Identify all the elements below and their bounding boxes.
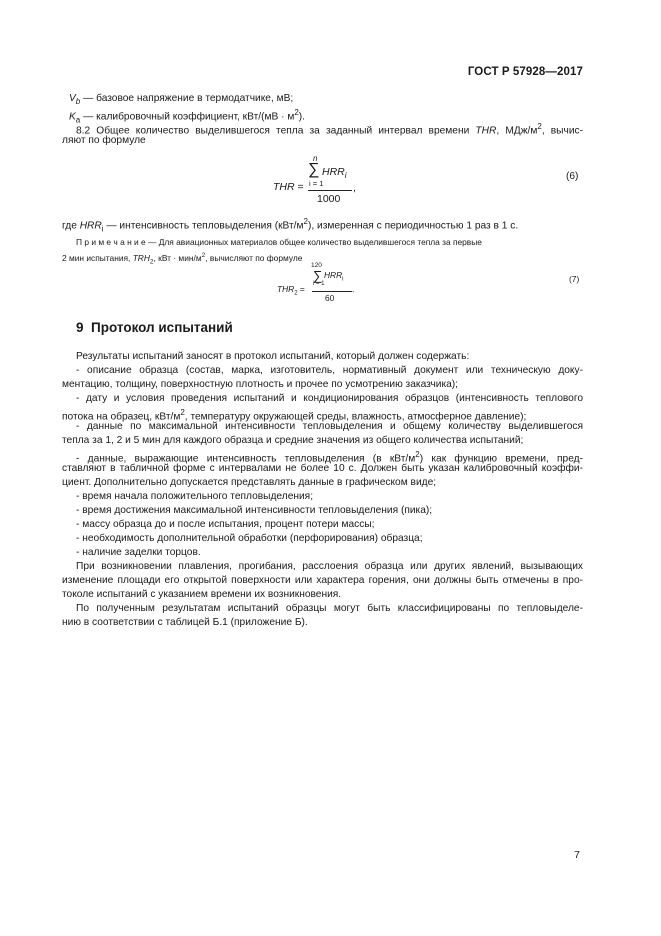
body-line-12: - время достижения максимальной интенсивности тепловыделения (пика); (76, 505, 433, 516)
body-line-3: ментацию, толщину, поверхностную плотность и прочее по усмотрению заказчика); (62, 379, 459, 390)
para-8-2-text-b: , МДж/м (496, 125, 538, 137)
body-line-10: циент. Дополнительно допускается представлять данные в графическом виде; (62, 477, 437, 488)
term-hrr: HRR (322, 166, 345, 178)
formula-6-lower-limit: i = 1 (309, 179, 324, 188)
subscript-i: i (101, 224, 104, 234)
lhs-thr: THR (277, 284, 295, 294)
subscript-a: a (75, 115, 81, 125)
para-8-2-text-a: 8.2 Общее количество выделившегося тепла за заданный интервал времени (76, 125, 476, 137)
symbol-v: V (69, 93, 76, 104)
definition-ka-end: ). (298, 111, 306, 123)
formula-6-lhs (273, 181, 304, 193)
note-text-a: 2 мин испытания, (62, 252, 133, 263)
where-hrr (62, 215, 583, 235)
symbol-thr: THR (475, 125, 497, 137)
formula-7-fraction-bar (312, 291, 352, 292)
body-line-14: - необходимость дополнительной обработки (перфорирования) образца; (76, 533, 423, 544)
body-line-18: токоле испытаний с указанием времени их возникновения. (62, 589, 342, 600)
formula-6-sigma: ∑ (308, 161, 320, 178)
body-line-19: По полученным результатам испытаний образцы могут быть классифицированы по тепловыделе- (76, 603, 583, 614)
superscript-2: 2 (303, 217, 308, 226)
symbol-hrr: HRR (79, 220, 102, 232)
section-number: 9 (76, 320, 84, 335)
para-8-2-line-2: ляют по формуле (62, 135, 146, 146)
formula-7-upper-limit: 120 (311, 262, 322, 269)
lhs-thr: THR (273, 181, 295, 193)
body-line-2: - описание образца (состав, марка, изготовитель, нормативный документ или техническую доку- (76, 365, 583, 376)
upper-limit: n (313, 154, 318, 163)
formula-7-sigma: ∑ (313, 268, 323, 283)
section-9-heading (76, 320, 233, 335)
superscript-2: 2 (415, 450, 420, 459)
note-text-c: , вычисляют по формуле (205, 252, 303, 263)
formula-7-denominator: 60 (325, 293, 335, 303)
where-label: где (62, 220, 80, 232)
body-line-11: - время начала положительного тепловыделения; (76, 491, 314, 502)
body-line-15: - наличие заделки торцов. (76, 547, 201, 558)
equals-sign: = (299, 284, 305, 294)
body-line-20: нию в соответствии с таблицей Б.1 (приложение Б). (62, 617, 308, 628)
symbol-k: K (69, 111, 76, 123)
section-title: Протокол испытаний (91, 320, 233, 335)
formula-7-lhs (277, 284, 305, 297)
definition-vb-text: — базовое напряжение в термодатчике, мВ; (80, 93, 294, 104)
formula-7-lower-limit: i = 1 (313, 281, 325, 287)
where-text-a: — интенсивность тепловыделения (кВт/м (103, 220, 304, 232)
lhs-sub: 2 (294, 290, 298, 297)
para-8-2-text-c: , вычис- (541, 125, 583, 137)
subscript-b: b (75, 97, 81, 107)
body-line-4: - дату и условия проведения испытаний и кондиционирования образцов (интенсивность теплового (76, 393, 583, 404)
term-sub: i (344, 171, 347, 181)
superscript-2: 2 (201, 252, 206, 259)
body-line-17: изменение площади его открытой поверхности или характера горения, они должны быть отмечены в про- (62, 575, 583, 586)
formula-7-term (324, 270, 344, 283)
note-text-b: , кВт · мин/м (153, 252, 202, 263)
formula-6-denominator: 1000 (317, 193, 341, 205)
body-line-8-b: ) как функцию времени, пред- (419, 453, 583, 465)
subscript-2: 2 (149, 258, 154, 266)
term-sub: i (342, 276, 344, 283)
note-text: — Для авиационных материалов общее количество выделившегося тепла за первые (145, 237, 482, 247)
body-line-6: - данные по максимальной интенсивности тепловыделения и общему количеству выделившегося (76, 421, 583, 432)
note-line-1 (62, 236, 583, 249)
formula-6-comma: , (353, 182, 356, 194)
body-line-5-a: потока на образец, кВт/м (62, 411, 181, 423)
superscript-2: 2 (294, 108, 299, 117)
document-header: ГОСТ Р 57928—2017 (467, 66, 583, 78)
body-line-7: тепла за 1, 2 и 5 мин для каждого образца и средние значения из общего количества испытаний; (62, 435, 524, 446)
body-line-1: Результаты испытаний заносят в протокол испытаний, который должен содержать: (76, 351, 470, 362)
body-line-9: ставляют в табличной форме с интервалами не более 10 с. Должен быть указан калибровочный коэффи- (62, 463, 583, 474)
superscript-2: 2 (537, 122, 542, 131)
formula-7-number: (7) (569, 274, 580, 284)
page-number: 7 (574, 849, 580, 861)
body-line-13: - массу образца до и после испытания, процент потери массы; (76, 519, 375, 530)
formula-7-period: . (352, 284, 355, 294)
equals-sign: = (297, 181, 304, 193)
body-line-8-a: - данные, выражающие интенсивность тепловыделения (в кВт/м (76, 453, 416, 465)
body-line-16: При возникновении плавления, прогибания, расслоения образца или других явлений, вызывающих (76, 561, 583, 572)
body-line-5-b: , температуру окружающей среды, влажность, атмосферное давление); (184, 411, 527, 423)
note-label: П р и м е ч а н и е (76, 237, 146, 247)
symbol-trh: TRH (132, 252, 150, 263)
note-line-2 (62, 249, 583, 268)
term-hrr: HRR (324, 270, 343, 280)
formula-6-number: (6) (566, 171, 579, 182)
where-text-b: ), измеренная с периодичностью 1 раз в 1 с. (307, 220, 519, 232)
superscript-2: 2 (180, 408, 185, 417)
formula-6-term (322, 166, 347, 180)
formula-6-fraction-bar (308, 190, 352, 191)
definition-ka-text: — калибровочный коэффициент, кВт/(мВ · м (80, 111, 295, 123)
